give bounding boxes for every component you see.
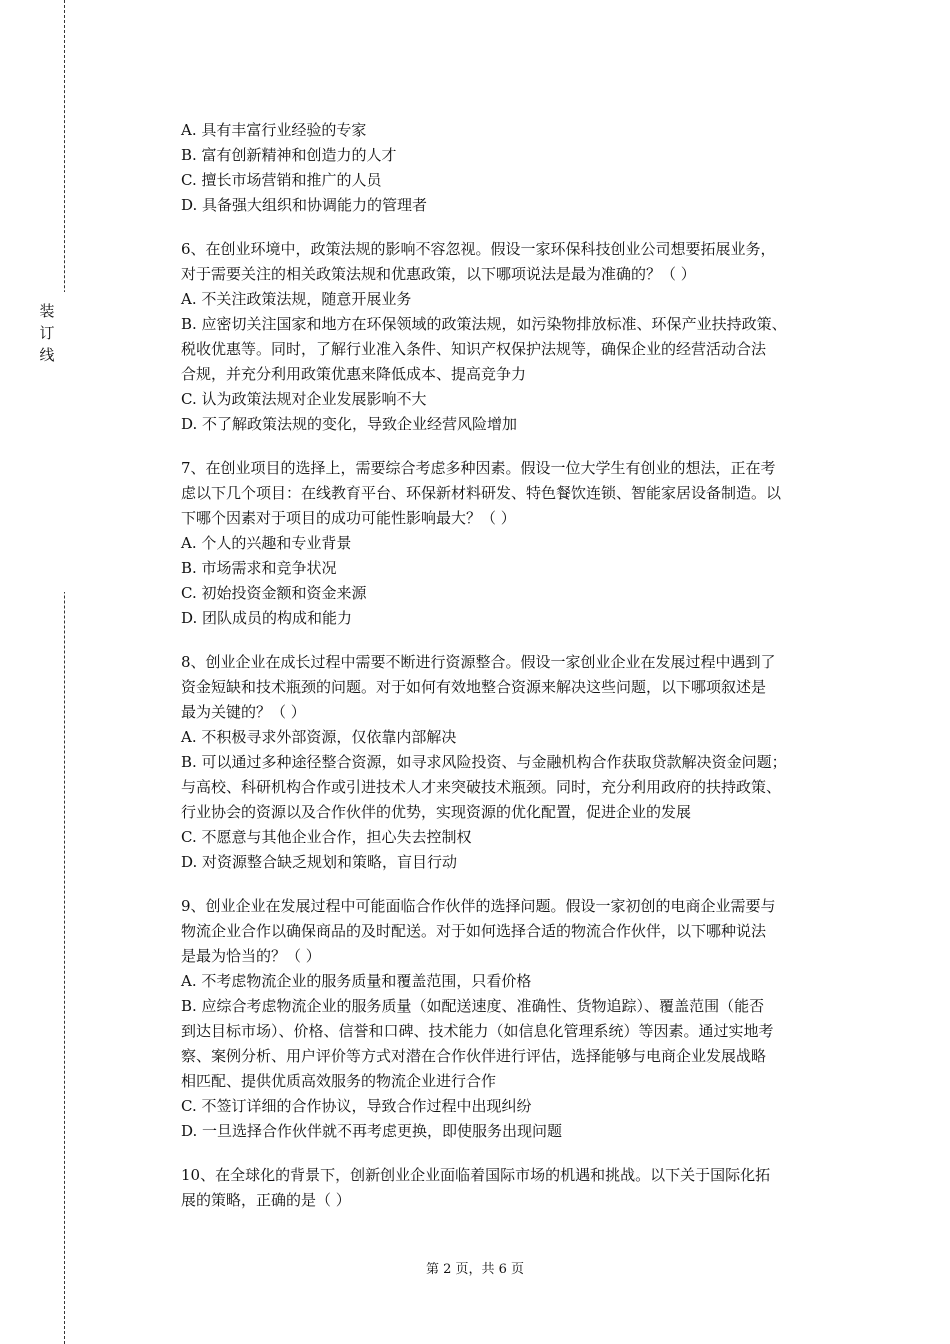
option-line: 税收优惠等。同时，了解行业准入条件、知识产权保护法规等，确保企业的经营活动合法 <box>181 340 767 358</box>
option-line: C. 不签订详细的合作协议，导致合作过程中出现纠纷 <box>181 1097 532 1115</box>
option-line: 合规，并充分利用政策优惠来降低成本、提高竞争力 <box>181 365 527 383</box>
question-stem-line: 对于需要关注的相关政策法规和优惠政策，以下哪项说法是最为准确的？（ ） <box>181 265 696 283</box>
option-line: C. 擅长市场营销和推广的人员 <box>181 171 382 189</box>
option-line: B. 可以通过多种途径整合资源，如寻求风险投资、与金融机构合作获取贷款解决资金问题； <box>181 753 787 771</box>
question-stem-line: 展的策略，正确的是（ ） <box>181 1191 351 1209</box>
option-line: D. 具备强大组织和协调能力的管理者 <box>181 196 428 214</box>
option-line: A. 不关注政策法规，随意开展业务 <box>181 290 412 308</box>
binding-label-char: 装 <box>39 302 55 320</box>
question-stem-line: 6、在创业环境中，政策法规的影响不容忽视。假设一家环保科技创业公司想要拓展业务， <box>181 240 776 258</box>
question-stem-line: 9、创业企业在发展过程中可能面临合作伙伴的选择问题。假设一家初创的电商企业需要与 <box>181 897 776 915</box>
binding-label-char: 线 <box>39 346 55 364</box>
option-line: 与高校、科研机构合作或引进技术人才来突破技术瓶颈。同时，充分利用政府的扶持政策、 <box>181 778 782 796</box>
option-line: C. 认为政策法规对企业发展影响不大 <box>181 390 427 408</box>
option-line: C. 不愿意与其他企业合作，担心失去控制权 <box>181 828 472 846</box>
question-block-7 <box>181 456 849 631</box>
question-block-8 <box>181 650 849 875</box>
question-stem-line: 最为关键的？（ ） <box>181 703 306 721</box>
option-line: B. 市场需求和竞争状况 <box>181 559 337 577</box>
question-content <box>181 118 849 1213</box>
question-block-10 <box>181 1163 849 1213</box>
option-line: A. 不考虑物流企业的服务质量和覆盖范围，只看价格 <box>181 972 532 990</box>
question-block-5-options <box>181 118 849 218</box>
option-line: D. 对资源整合缺乏规划和策略，盲目行动 <box>181 853 458 871</box>
option-line: C. 初始投资金额和资金来源 <box>181 584 367 602</box>
question-stem-line: 是最为恰当的？（ ） <box>181 947 321 965</box>
option-line: A. 个人的兴趣和专业背景 <box>181 534 352 552</box>
question-block-6 <box>181 237 849 437</box>
option-line: B. 富有创新精神和创造力的人才 <box>181 146 397 164</box>
option-line: B. 应密切关注国家和地方在环保领域的政策法规，如污染物排放标准、环保产业扶持政策、 <box>181 315 787 333</box>
option-line: D. 不了解政策法规的变化，导致企业经营风险增加 <box>181 415 518 433</box>
question-stem-line: 下哪个因素对于项目的成功可能性影响最大？（ ） <box>181 509 516 527</box>
option-line: A. 不积极寻求外部资源，仅依靠内部解决 <box>181 728 457 746</box>
question-stem-line: 资金短缺和技术瓶颈的问题。对于如何有效地整合资源来解决这些问题，以下哪项叙述是 <box>181 678 767 696</box>
question-stem-line: 物流企业合作以确保商品的及时配送。对于如何选择合适的物流合作伙伴，以下哪种说法 <box>181 922 767 940</box>
binding-dashed-line <box>64 0 65 1344</box>
option-line: 察、案例分析、用户评价等方式对潜在合作伙伴进行评估，选择能够与电商企业发展战略 <box>181 1047 767 1065</box>
question-stem-line: 7、在创业项目的选择上，需要综合考虑多种因素。假设一位大学生有创业的想法，正在考 <box>181 459 776 477</box>
question-stem-line: 8、创业企业在成长过程中需要不断进行资源整合。假设一家创业企业在发展过程中遇到了 <box>181 653 776 671</box>
page-footer: 第 2 页，共 6 页 <box>425 1262 525 1277</box>
option-line: 行业协会的资源以及合作伙伴的优势，实现资源的优化配置，促进企业的发展 <box>181 803 692 821</box>
option-line: 相匹配、提供优质高效服务的物流企业进行合作 <box>181 1072 497 1090</box>
question-stem-line: 10、在全球化的背景下，创新创业企业面临着国际市场的机遇和挑战。以下关于国际化拓 <box>181 1166 771 1184</box>
binding-label <box>38 300 56 366</box>
option-line: A. 具有丰富行业经验的专家 <box>181 121 367 139</box>
binding-label-char: 订 <box>39 324 55 342</box>
question-block-9 <box>181 894 849 1144</box>
question-stem-line: 虑以下几个项目：在线教育平台、环保新材料研发、特色餐饮连锁、智能家居设备制造。以 <box>181 484 782 502</box>
option-line: D. 团队成员的构成和能力 <box>181 609 353 627</box>
option-line: B. 应综合考虑物流企业的服务质量（如配送速度、准确性、货物追踪）、覆盖范围（能否 <box>181 997 765 1015</box>
binding-line-gap <box>56 292 74 592</box>
option-line: 到达目标市场）、价格、信誉和口碑、技术能力（如信息化管理系统）等因素。通过实地考 <box>181 1022 774 1040</box>
option-line: D. 一旦选择合作伙伴就不再考虑更换，即使服务出现问题 <box>181 1122 563 1140</box>
